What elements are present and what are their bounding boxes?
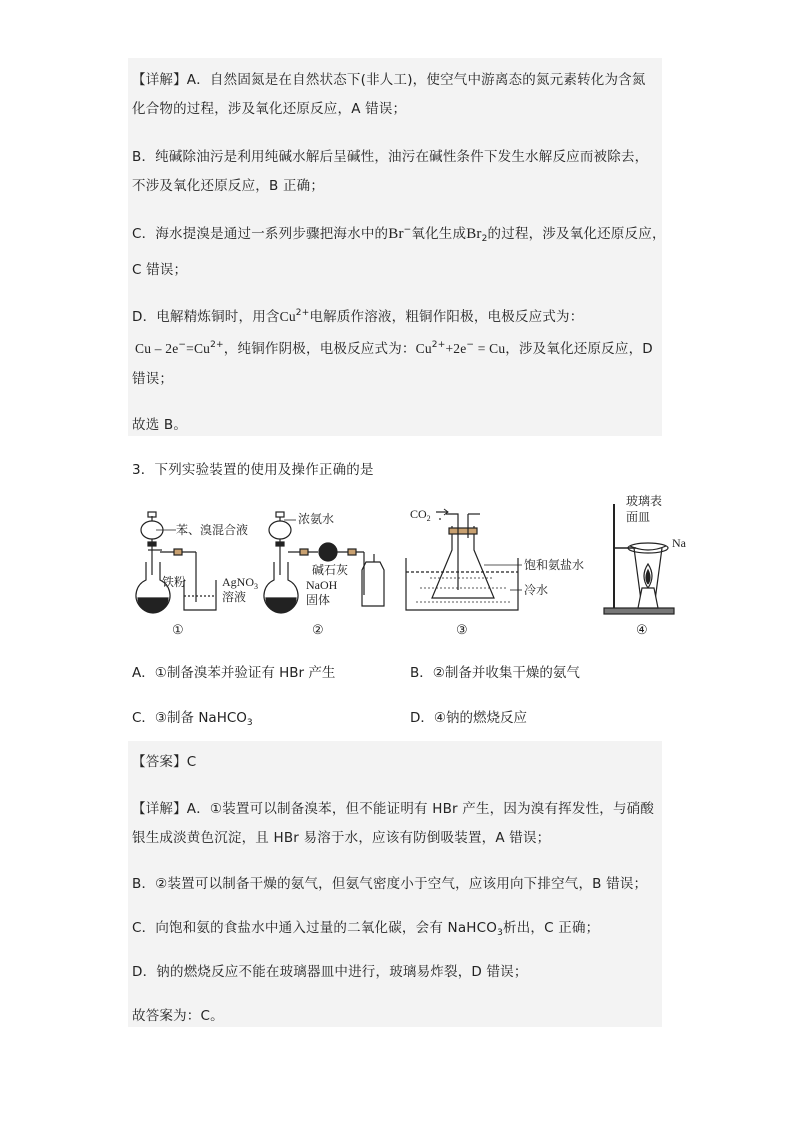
option-a: A．①制备溴苯并验证有 HBr 产生 bbox=[132, 665, 336, 681]
detail1-c-line2: C 错误； bbox=[132, 262, 188, 278]
label-solid: 固体 bbox=[306, 593, 331, 607]
label-dish-1: 玻璃表 bbox=[626, 494, 663, 508]
label-num-2: ② bbox=[312, 622, 324, 637]
question3-stem: 3．下列实验装置的使用及操作正确的是 bbox=[132, 462, 374, 478]
label-num-4: ④ bbox=[636, 622, 648, 637]
detail1-a-line2: 化合物的过程，涉及氧化还原反应，A 错误； bbox=[132, 101, 407, 117]
answer-line: 【答案】C bbox=[132, 754, 197, 770]
label-co2: $CO_2$ bbox=[410, 507, 431, 523]
explain-c: C．向饱和氨的食盐水中通入过量的二氧化碳，会有 NaHCO$_3$析出，C 正确； bbox=[132, 920, 600, 938]
label-ammonia: 浓氨水 bbox=[298, 512, 335, 526]
detail1-a-line1: 【详解】A．自然固氮是在自然状态下(非人工)，使空气中游离态的氮元素转化为含氮 bbox=[132, 72, 646, 88]
label-num-3: ③ bbox=[456, 622, 468, 637]
option-d: D．④钠的燃烧反应 bbox=[410, 710, 527, 726]
apparatus-figure bbox=[0, 490, 794, 640]
label-agno3: AgNO$_3$ bbox=[222, 575, 258, 591]
explain-a-line2: 银生成淡黄色沉淀，且 HBr 易溶于水，应该有防倒吸装置，A 错误； bbox=[132, 830, 551, 846]
label-cold-water: 冷水 bbox=[524, 583, 549, 597]
label-iron: 铁粉 bbox=[162, 575, 187, 589]
label-brine: 饱和氨盐水 bbox=[524, 558, 585, 572]
label-dish-2: 面皿 bbox=[626, 510, 651, 524]
detail1-c-line1: C．海水提溴是通过一系列步骤把海水中的Br−氧化生成$Br_2$的过程，涉及氧化还原反应， bbox=[132, 225, 666, 244]
label-benzene: 苯、溴混合液 bbox=[176, 523, 249, 537]
explain-d: D．钠的燃烧反应不能在玻璃器皿中进行，玻璃易炸裂，D 错误； bbox=[132, 964, 528, 980]
detail1-d-line3: 错误； bbox=[132, 371, 174, 387]
detail1-d-line2: $Cu - 2e^-=Cu^{2+}$，纯铜作阴极，电极反应式为：$Cu^{2+}+2e^- = Cu$，涉及氧化还原反应，D bbox=[135, 340, 653, 357]
apparatus-3 bbox=[406, 509, 518, 610]
label-naoh: NaOH bbox=[306, 578, 338, 592]
explain-a-line1: 【详解】A．①装置可以制备溴苯，但不能证明有 HBr 产生，因为溴有挥发性，与硝酸 bbox=[132, 801, 655, 817]
detail1-d-line1: D．电解精炼铜时，用含$Cu^{2+}$电解质作溶液，粗铜作阳极，电极反应式为： bbox=[132, 308, 584, 325]
detail1-final: 故选 B。 bbox=[132, 417, 188, 433]
label-num-1: ① bbox=[172, 622, 184, 637]
explain-final: 故答案为：C。 bbox=[132, 1008, 224, 1024]
option-b: B．②制备并收集干燥的氨气 bbox=[410, 665, 580, 681]
detail1-b-line2: 不涉及氧化还原反应，B 正确； bbox=[132, 178, 325, 194]
label-solution: 溶液 bbox=[222, 590, 247, 604]
detail1-b-line1: B．纯碱除油污是利用纯碱水解后呈碱性，油污在碱性条件下发生水解反应而被除去， bbox=[132, 149, 649, 165]
option-c: C．③制备 NaHCO$_3$ bbox=[132, 710, 253, 728]
label-lime: 碱石灰 bbox=[312, 563, 349, 577]
explain-b: B．②装置可以制备干燥的氨气，但氨气密度小于空气，应该用向下排空气，B 错误； bbox=[132, 876, 648, 892]
label-na: Na bbox=[672, 536, 686, 550]
